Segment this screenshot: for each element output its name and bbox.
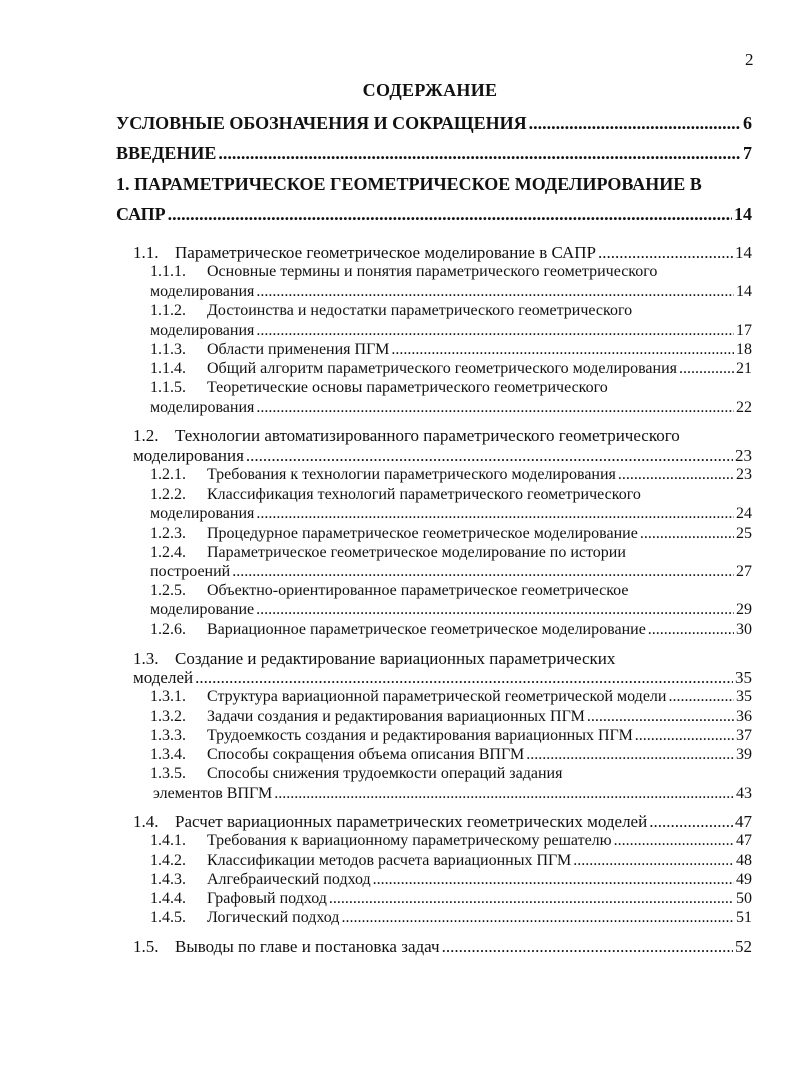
toc-entry-section[interactable] bbox=[133, 426, 680, 446]
section-title: Создание и редактирование вариационных параметрических bbox=[175, 649, 616, 668]
toc-entry-continuation[interactable] bbox=[150, 283, 752, 301]
toc-entry-subsection[interactable] bbox=[150, 871, 752, 889]
leader-dots bbox=[256, 399, 734, 417]
entry-page: 22 bbox=[736, 399, 752, 416]
toc-entry-subsection[interactable] bbox=[150, 263, 657, 281]
subsection-number: 1.2.5. bbox=[150, 582, 186, 599]
toc-entry-continuation[interactable] bbox=[150, 322, 752, 340]
entry-page: 17 bbox=[736, 322, 752, 339]
entry-page: 50 bbox=[736, 890, 752, 907]
entry-label: САПР bbox=[116, 204, 166, 224]
subsection-number: 1.3.3. bbox=[150, 727, 186, 744]
toc-entry-subsection[interactable] bbox=[150, 486, 641, 504]
entry-page: 14 bbox=[736, 283, 752, 300]
toc-title: СОДЕРЖАНИЕ bbox=[362, 80, 498, 100]
entry-page: 21 bbox=[736, 360, 752, 377]
toc-entry-subsection[interactable] bbox=[150, 909, 752, 927]
leader-dots bbox=[679, 360, 734, 378]
leader-dots bbox=[649, 812, 733, 832]
toc-entry-subsection[interactable] bbox=[150, 302, 632, 320]
leader-dots bbox=[640, 525, 734, 543]
leader-dots bbox=[526, 746, 734, 764]
entry-label: моделирование bbox=[150, 601, 255, 618]
subsection-title: Теоретические основы параметрического геометрического bbox=[207, 379, 608, 396]
entry-page: 51 bbox=[736, 909, 752, 926]
toc-entry-subsection[interactable] bbox=[150, 832, 752, 850]
entry-page: 18 bbox=[736, 341, 752, 358]
entry-label: моделирования bbox=[150, 283, 255, 300]
toc-entry-section[interactable] bbox=[133, 243, 752, 263]
entry-page: 14 bbox=[735, 243, 752, 262]
toc-entry-major[interactable] bbox=[116, 113, 752, 134]
subsection-number: 1.4.3. bbox=[150, 871, 186, 888]
entry-label: ВВЕДЕНИЕ bbox=[116, 143, 217, 163]
leader-dots bbox=[232, 563, 734, 581]
entry-page: 39 bbox=[736, 746, 752, 763]
toc-entry-subsection[interactable] bbox=[150, 708, 752, 726]
leader-dots bbox=[195, 668, 733, 688]
toc-entry-subsection[interactable] bbox=[150, 852, 752, 870]
subsection-number: 1.4.4. bbox=[150, 890, 186, 907]
toc-entry-continuation[interactable] bbox=[133, 668, 752, 688]
leader-dots bbox=[274, 785, 734, 803]
entry-page: 29 bbox=[736, 601, 752, 618]
leader-dots bbox=[391, 341, 734, 359]
subsection-title: Вариационное параметрическое геометрическое моделирование bbox=[207, 621, 646, 638]
toc-entry-continuation[interactable] bbox=[153, 785, 752, 803]
leader-dots bbox=[168, 204, 732, 225]
leader-dots bbox=[598, 243, 733, 263]
section-title: Расчет вариационных параметрических геометрических моделей bbox=[175, 812, 648, 831]
subsection-title: Параметрическое геометрическое моделирование по истории bbox=[207, 544, 626, 561]
subsection-number: 1.1.5. bbox=[150, 379, 186, 396]
subsection-title: Области применения ПГМ bbox=[207, 341, 390, 358]
entry-label: моделирования bbox=[133, 446, 244, 465]
entry-page: 27 bbox=[736, 563, 752, 580]
subsection-title: Задачи создания и редактирования вариационных ПГМ bbox=[207, 708, 585, 725]
entry-page: 25 bbox=[736, 525, 752, 542]
toc-entry-subsection[interactable] bbox=[150, 727, 752, 745]
toc-entry-continuation[interactable] bbox=[150, 601, 752, 619]
entry-page: 47 bbox=[735, 812, 752, 831]
section-number: 1.4. bbox=[133, 812, 159, 831]
subsection-number: 1.4.1. bbox=[150, 832, 186, 849]
subsection-title: Требования к вариационному параметрическому решателю bbox=[207, 832, 612, 849]
leader-dots bbox=[618, 466, 734, 484]
toc-entry-subsection[interactable] bbox=[150, 582, 628, 600]
entry-page: 35 bbox=[736, 688, 752, 705]
leader-dots bbox=[218, 143, 741, 164]
leader-dots bbox=[329, 890, 734, 908]
toc-entry-subsection[interactable] bbox=[150, 525, 752, 543]
section-number: 1.3. bbox=[133, 649, 159, 668]
leader-dots bbox=[648, 621, 734, 639]
section-number: 1.2. bbox=[133, 426, 159, 445]
entry-label: моделирования bbox=[150, 505, 255, 522]
entry-page: 30 bbox=[736, 621, 752, 638]
leader-dots bbox=[341, 909, 734, 927]
entry-page: 52 bbox=[735, 937, 752, 956]
entry-page: 7 bbox=[743, 143, 752, 163]
subsection-number: 1.4.5. bbox=[150, 909, 186, 926]
toc-entry-continuation[interactable] bbox=[133, 446, 752, 466]
subsection-title: Классификации методов расчета вариационных ПГМ bbox=[207, 852, 572, 869]
entry-page: 35 bbox=[735, 668, 752, 687]
toc-entry-major[interactable] bbox=[116, 204, 752, 225]
subsection-number: 1.3.1. bbox=[150, 688, 186, 705]
subsection-number: 1.2.3. bbox=[150, 525, 186, 542]
leader-dots bbox=[668, 688, 734, 706]
subsection-title: Графовый подход bbox=[207, 890, 327, 907]
subsection-title: Классификация технологий параметрического геометрического bbox=[207, 486, 641, 503]
subsection-number: 1.2.1. bbox=[150, 466, 186, 483]
leader-dots bbox=[373, 871, 734, 889]
toc-entry-subsection[interactable] bbox=[150, 890, 752, 908]
toc-entry-subsection[interactable] bbox=[150, 746, 752, 764]
subsection-title: Процедурное параметрическое геометрическое моделирование bbox=[207, 525, 638, 542]
toc-entry-major-line1[interactable]: 1. ПАРАМЕТРИЧЕСКОЕ ГЕОМЕТРИЧЕСКОЕ МОДЕЛИРОВАНИЕ В bbox=[116, 174, 702, 194]
entry-page: 47 bbox=[736, 832, 752, 849]
entry-page: 49 bbox=[736, 871, 752, 888]
entry-label: построений bbox=[150, 563, 231, 580]
section-title: Технологии автоматизированного параметрического геометрического bbox=[175, 426, 680, 445]
leader-dots bbox=[256, 505, 734, 523]
subsection-title: Объектно-ориентированное параметрическое геометрическое bbox=[207, 582, 629, 599]
subsection-title: Основные термины и понятия параметрического геометрического bbox=[207, 263, 658, 280]
entry-label: моделирования bbox=[150, 399, 255, 416]
toc-entry-subsection[interactable] bbox=[150, 379, 608, 397]
toc-entry-major[interactable] bbox=[116, 143, 752, 164]
toc-entry-subsection[interactable] bbox=[150, 688, 752, 706]
entry-label: моделей bbox=[133, 668, 194, 687]
subsection-number: 1.2.2. bbox=[150, 486, 186, 503]
subsection-title: Логический подход bbox=[207, 909, 340, 926]
leader-dots bbox=[256, 322, 734, 340]
leader-dots bbox=[246, 446, 733, 466]
leader-dots bbox=[256, 601, 734, 619]
toc-entry-continuation[interactable] bbox=[150, 399, 752, 417]
entry-page: 37 bbox=[736, 727, 752, 744]
entry-label: элементов ВПГМ bbox=[153, 785, 273, 802]
subsection-title: Требования к технологии параметрического моделирования bbox=[207, 466, 616, 483]
toc-entry-subsection[interactable] bbox=[150, 621, 752, 639]
subsection-title: Общий алгоритм параметрического геометрического моделирования bbox=[207, 360, 678, 377]
leader-dots bbox=[529, 113, 741, 134]
entry-page: 36 bbox=[736, 708, 752, 725]
leader-dots bbox=[587, 708, 734, 726]
entry-page: 6 bbox=[743, 113, 752, 133]
subsection-title: Способы снижения трудоемкости операций задания bbox=[207, 765, 563, 782]
leader-dots bbox=[635, 727, 734, 745]
subsection-number: 1.1.2. bbox=[150, 302, 186, 319]
leader-dots bbox=[442, 937, 733, 957]
subsection-title: Трудоемкость создания и редактирования вариационных ПГМ bbox=[207, 727, 633, 744]
entry-page: 23 bbox=[736, 466, 752, 483]
entry-page: 14 bbox=[734, 204, 752, 224]
subsection-title: Алгебраический подход bbox=[207, 871, 371, 888]
subsection-number: 1.2.4. bbox=[150, 544, 186, 561]
toc-entry-subsection[interactable] bbox=[150, 341, 752, 359]
section-number: 1.1. bbox=[133, 243, 159, 262]
section-title: Выводы по главе и постановка задач bbox=[175, 937, 440, 956]
leader-dots bbox=[256, 283, 734, 301]
toc-entry-section[interactable] bbox=[133, 812, 752, 832]
entry-label: моделирования bbox=[150, 322, 255, 339]
section-title: Параметрическое геометрическое моделирование в САПР bbox=[175, 243, 596, 262]
page-number: 2 bbox=[745, 50, 754, 69]
toc-entry-subsection[interactable] bbox=[150, 360, 752, 378]
leader-dots bbox=[614, 832, 734, 850]
subsection-number: 1.3.5. bbox=[150, 765, 186, 782]
subsection-title: Структура вариационной параметрической геометрической модели bbox=[207, 688, 667, 705]
toc-entry-continuation[interactable] bbox=[150, 505, 752, 523]
toc-entry-subsection[interactable] bbox=[150, 544, 626, 562]
subsection-number: 1.3.2. bbox=[150, 708, 186, 725]
toc-entry-continuation[interactable] bbox=[150, 563, 752, 581]
toc-entry-section[interactable] bbox=[133, 937, 752, 957]
subsection-title: Способы сокращения объема описания ВПГМ bbox=[207, 746, 525, 763]
subsection-number: 1.1.3. bbox=[150, 341, 186, 358]
section-number: 1.5. bbox=[133, 937, 159, 956]
toc-entry-subsection[interactable] bbox=[150, 765, 562, 783]
entry-page: 48 bbox=[736, 852, 752, 869]
subsection-title: Достоинства и недостатки параметрического геометрического bbox=[207, 302, 633, 319]
entry-page: 24 bbox=[736, 505, 752, 522]
entry-page: 43 bbox=[736, 785, 752, 802]
subsection-number: 1.1.4. bbox=[150, 360, 186, 377]
subsection-number: 1.4.2. bbox=[150, 852, 186, 869]
entry-page: 23 bbox=[735, 446, 752, 465]
toc-entry-section[interactable] bbox=[133, 649, 615, 669]
leader-dots bbox=[573, 852, 734, 870]
subsection-number: 1.1.1. bbox=[150, 263, 186, 280]
toc-entry-subsection[interactable] bbox=[150, 466, 752, 484]
subsection-number: 1.3.4. bbox=[150, 746, 186, 763]
subsection-number: 1.2.6. bbox=[150, 621, 186, 638]
entry-label: УСЛОВНЫЕ ОБОЗНАЧЕНИЯ И СОКРАЩЕНИЯ bbox=[116, 113, 527, 133]
